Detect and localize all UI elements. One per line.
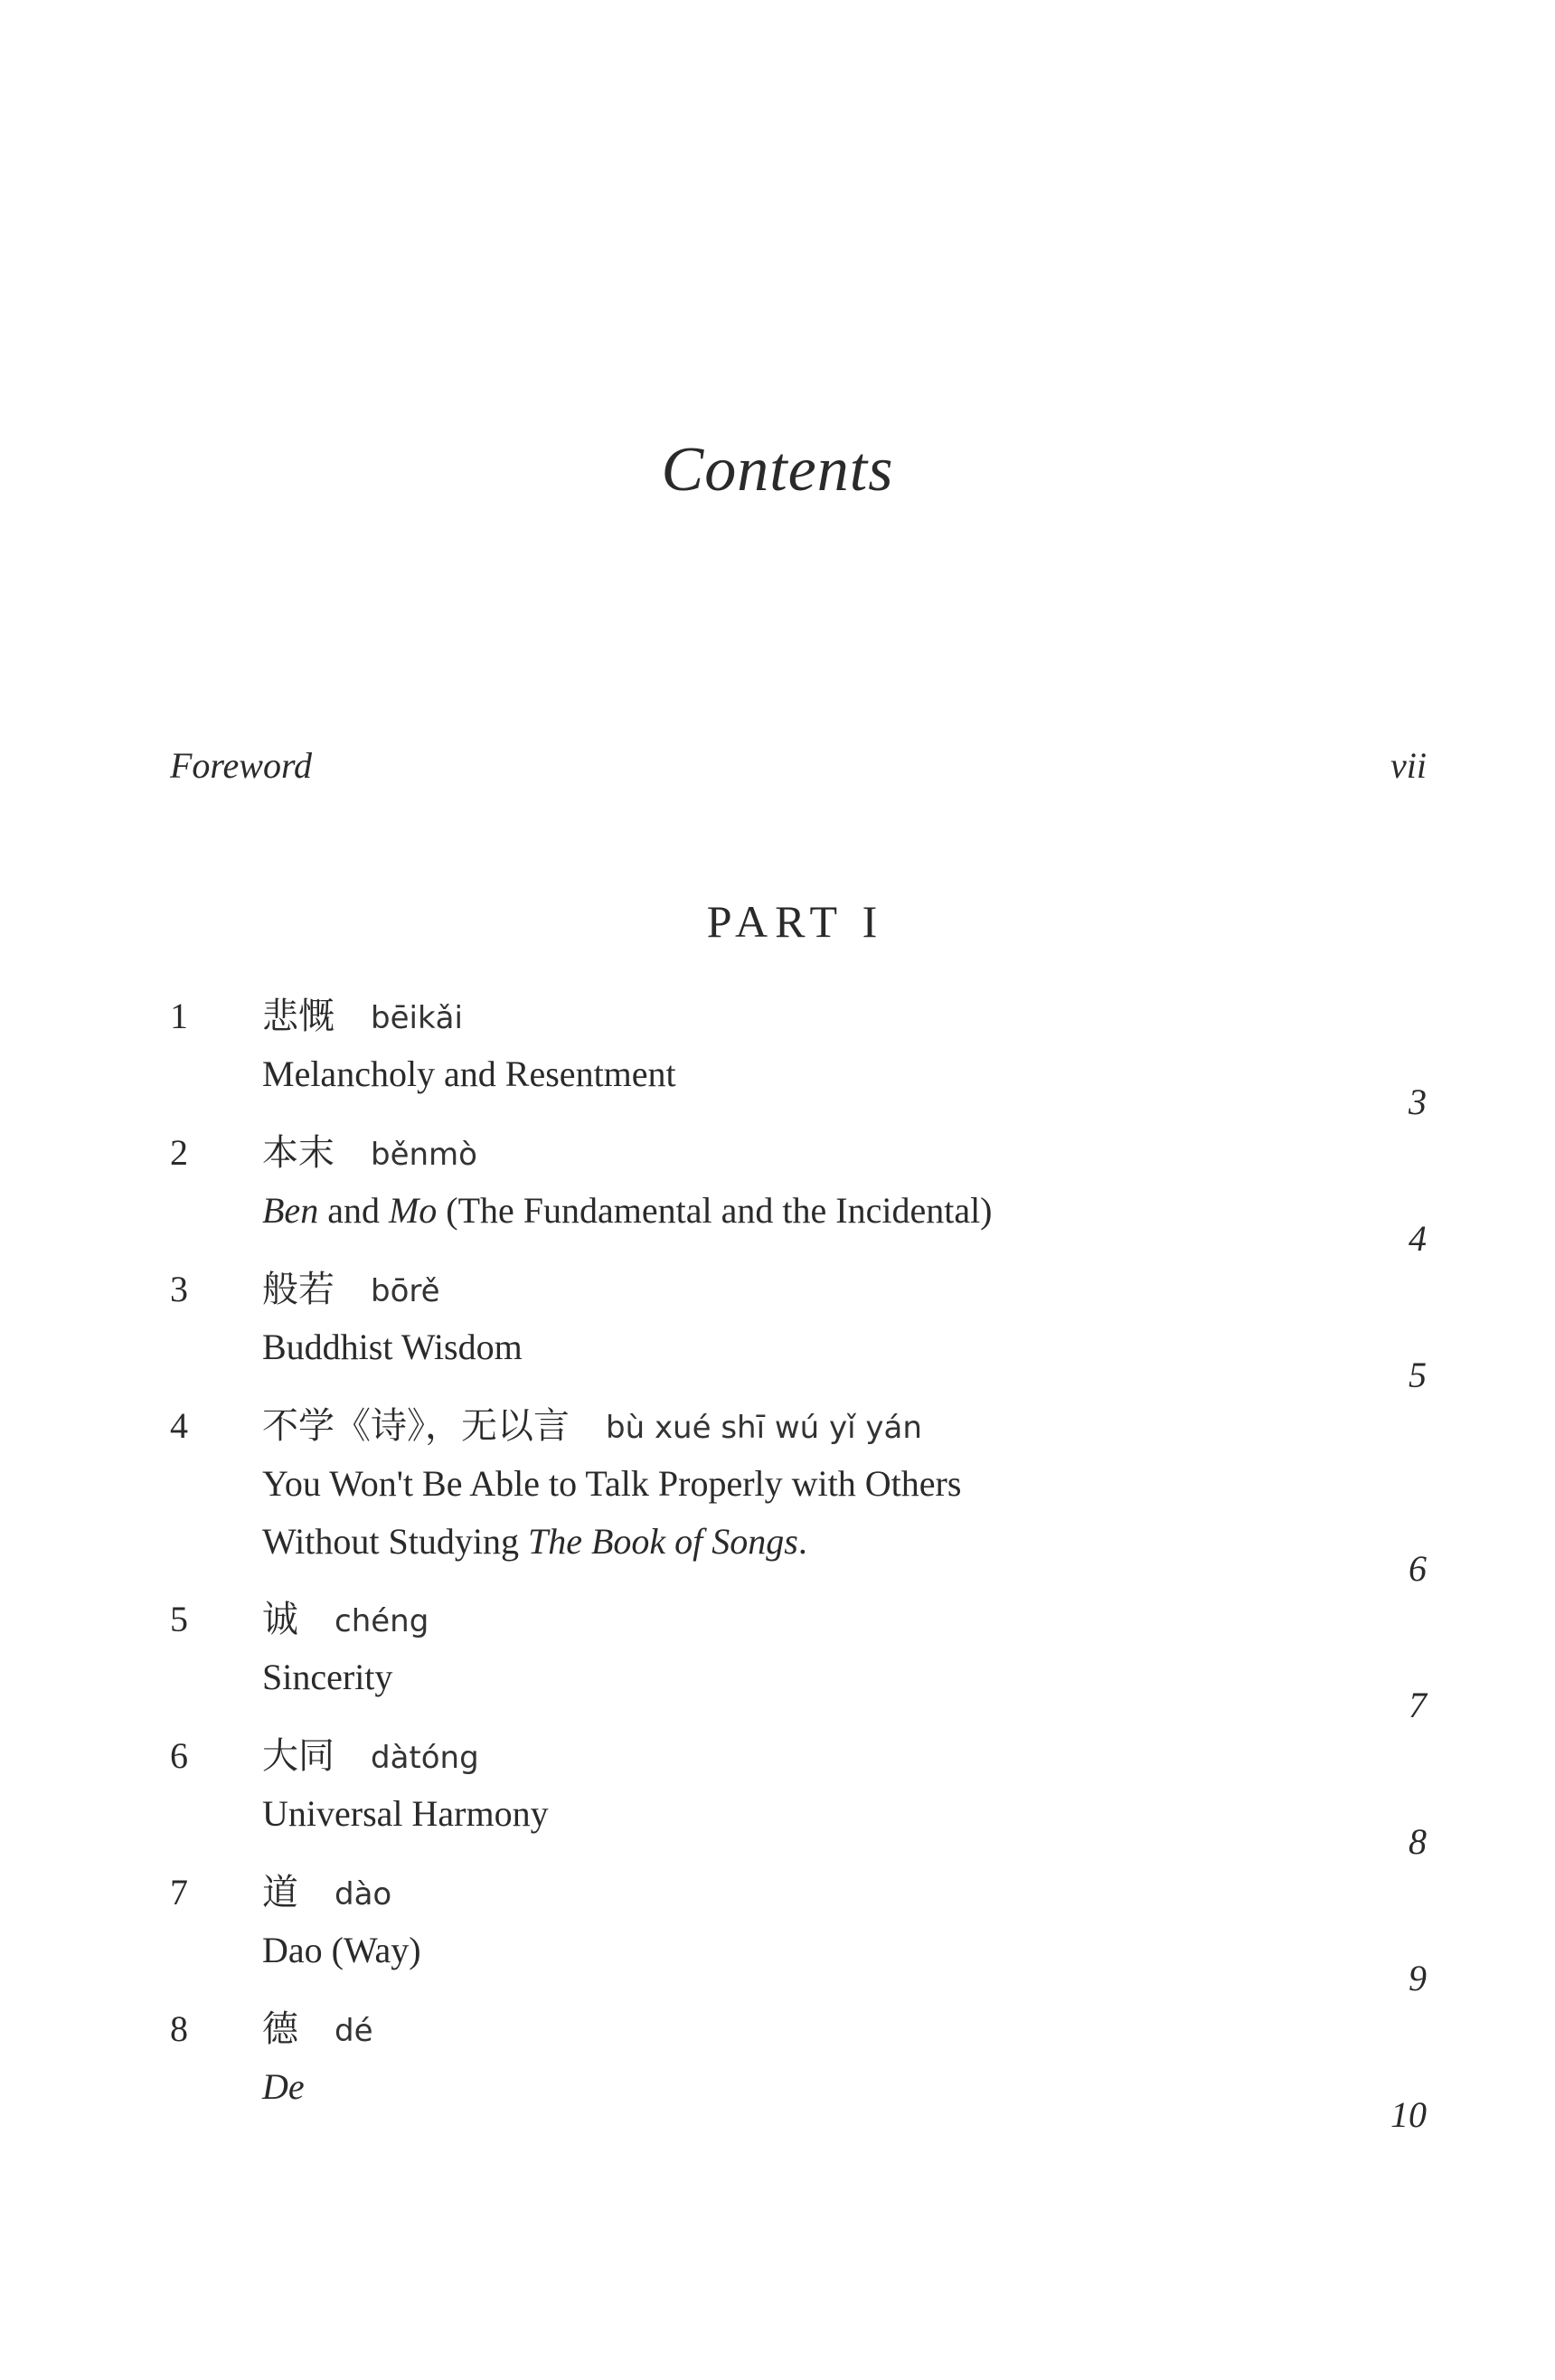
page-title: Contents <box>661 435 894 505</box>
foreword-label: Foreword <box>170 745 313 786</box>
entry-translation-post: . <box>797 1521 807 1562</box>
entry-pinyin: bōrě <box>371 1273 440 1309</box>
entry-heading <box>262 1261 1555 1318</box>
entry-translation: Dao (Way) <box>262 1930 421 1970</box>
entry-heading <box>262 987 1555 1045</box>
entry-translation: Sincerity <box>262 1657 393 1697</box>
entry-hanzi: 大同 <box>262 1735 335 1777</box>
entry-translation: Universal Harmony <box>262 1793 549 1834</box>
entry-translation-italic-mo: Mo <box>388 1190 438 1231</box>
entry-hanzi: 般若 <box>262 1269 335 1310</box>
entry-heading <box>262 1124 1555 1182</box>
entry-pinyin: bēikǎi <box>371 1000 463 1036</box>
entry-number: 2 <box>170 1132 188 1173</box>
entry-heading <box>262 1397 1555 1455</box>
entry-page-number: 7 <box>1409 1685 1427 1725</box>
entry-translation-line <box>262 1513 1257 1571</box>
entry-translation-italic: The Book of Songs <box>527 1521 798 1562</box>
entry-number: 8 <box>170 2008 188 2049</box>
entry-hanzi: 诚 <box>262 1599 298 1640</box>
entry-heading <box>262 1591 1555 1648</box>
entry-page-number: 3 <box>1409 1081 1427 1122</box>
toc-entries-list <box>0 987 1555 2137</box>
entry-page-number: 4 <box>1409 1218 1427 1259</box>
toc-entry[interactable] <box>0 1261 1555 1397</box>
entry-translation <box>262 1455 1257 1571</box>
entry-hanzi: 悲慨 <box>262 996 335 1037</box>
entry-pinyin: běnmò <box>371 1137 477 1173</box>
entry-number: 6 <box>170 1735 188 1776</box>
entry-number: 4 <box>170 1405 188 1446</box>
entry-page-number: 5 <box>1409 1355 1427 1395</box>
entry-hanzi: 道 <box>262 1872 298 1913</box>
entry-number: 3 <box>170 1269 188 1309</box>
toc-foreword-row[interactable] <box>170 744 1427 787</box>
entry-heading <box>262 1864 1555 1922</box>
entry-translation-rest: (The Fundamental and the Incidental) <box>437 1190 993 1231</box>
entry-translation-italic-ben: Ben <box>262 1190 319 1231</box>
entry-translation: Buddhist Wisdom <box>262 1327 523 1367</box>
toc-entry[interactable] <box>0 1397 1555 1591</box>
toc-entry[interactable] <box>0 1124 1555 1261</box>
entry-heading <box>262 2000 1555 2058</box>
entry-page-number: 9 <box>1409 1958 1427 1998</box>
entry-translation-and: and <box>318 1190 389 1231</box>
entry-pinyin: bù xué shī wú yǐ yán <box>606 1410 922 1446</box>
toc-entry[interactable] <box>0 1864 1555 2000</box>
toc-entry[interactable] <box>0 1591 1555 1727</box>
entry-translation <box>262 1182 1257 1240</box>
entry-pinyin: dàtóng <box>371 1740 479 1776</box>
entry-translation <box>262 2058 1257 2116</box>
part-heading: PART I <box>706 896 885 947</box>
entry-hanzi: 本末 <box>262 1132 335 1174</box>
entry-pinyin: chéng <box>335 1603 429 1639</box>
entry-translation-line: You Won't Be Able to Talk Properly with Others <box>262 1463 962 1504</box>
toc-entry[interactable] <box>0 987 1555 1124</box>
entry-number: 1 <box>170 996 188 1036</box>
entry-hanzi: 不学《诗》，无以言 <box>262 1405 570 1447</box>
entry-pinyin: dé <box>335 2013 373 2049</box>
entry-page-number: 6 <box>1409 1548 1427 1589</box>
entry-pinyin: dào <box>335 1876 392 1912</box>
entry-page-number: 8 <box>1409 1821 1427 1862</box>
toc-entry[interactable] <box>0 2000 1555 2137</box>
entry-translation-pre: Without Studying <box>262 1521 528 1562</box>
entry-number: 7 <box>170 1872 188 1912</box>
entry-page-number: 10 <box>1390 2094 1427 2135</box>
toc-entry[interactable] <box>0 1727 1555 1864</box>
foreword-page-number: vii <box>1390 745 1427 786</box>
entry-heading <box>262 1727 1555 1785</box>
entry-translation: Melancholy and Resentment <box>262 1053 676 1094</box>
entry-translation-italic: De <box>262 2066 305 2107</box>
entry-hanzi: 德 <box>262 2008 298 2050</box>
entry-number: 5 <box>170 1599 188 1639</box>
